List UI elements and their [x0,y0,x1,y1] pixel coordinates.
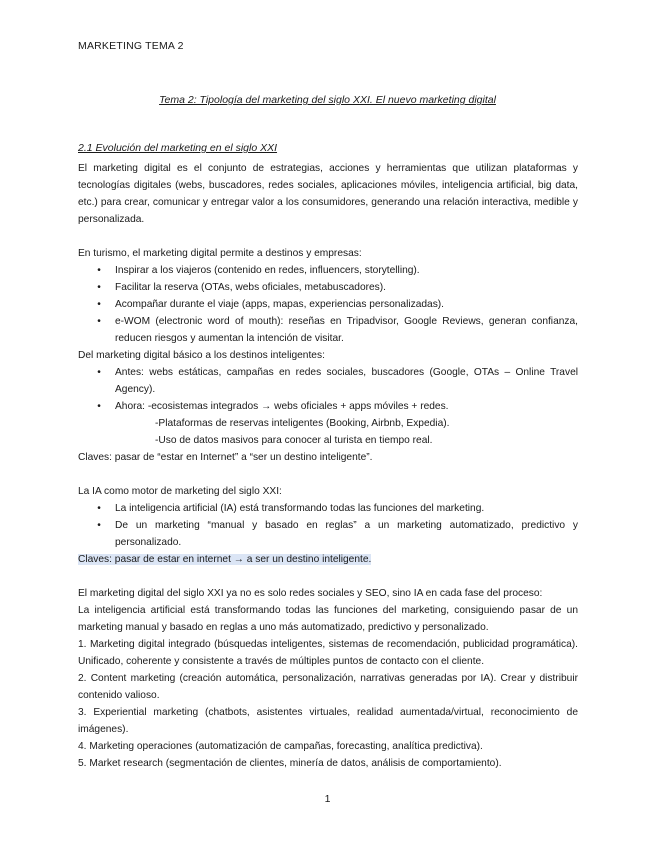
ia-list [78,500,578,551]
list-item: • De un marketing “manual y basado en reglas” a un marketing automatizado, predictivo y personalizado. [78,517,578,551]
bullet-icon: • [97,299,101,310]
numbered-item: 3. Experiential marketing (chatbots, asistentes virtuales, realidad aumentada/virtual, reconocimiento de imágenes). [78,707,578,735]
numbered-item: 5. Market research (segmentación de clientes, minería de datos, análisis de comportamiento). [78,758,502,769]
text-selection-highlight[interactable]: Claves: pasar de estar en internet → a ser un destino inteligente. [78,554,372,565]
document-body [78,160,578,772]
list-item: • Facilitar la reserva (OTAs, webs oficiales, metabuscadores). [78,279,578,296]
list-item: • Ahora: -ecosistemas integrados → webs oficiales + apps móviles + redes. [78,398,578,415]
numbered-item: 4. Marketing operaciones (automatización de campañas, forecasting, analítica predictiva). [78,741,483,752]
bullet-icon: • [97,282,101,293]
claves-line-highlighted[interactable] [78,551,578,568]
list-item: • Acompañar durante el viaje (apps, mapas, experiencias personalizadas). [78,296,578,313]
ia-intro: La IA como motor de marketing del siglo XXI: [78,486,282,497]
tourism-list [78,262,578,347]
siglo-paragraph-1: El marketing digital del siglo XXI ya no es solo redes sociales y SEO, sino IA en cada fase del proceso: [78,588,543,599]
bullet-icon: • [97,520,101,531]
section-heading: 2.1 Evolución del marketing en el siglo XXI [78,142,278,154]
smart-sub-item: -Uso de datos masivos para conocer al turista en tiempo real. [155,435,433,446]
smart-intro: Del marketing digital básico a los destinos inteligentes: [78,350,325,361]
bullet-icon: • [97,265,101,276]
siglo-paragraph-2: La inteligencia artificial está transformando todas las funciones del marketing, consiguiendo pasar de un marketing manual y basado en reglas a uno más automatizado, predictivo y personalizado. [78,605,578,633]
list-item: • La inteligencia artificial (IA) está transformando todas las funciones del marketing. [78,500,578,517]
intro-paragraph: El marketing digital es el conjunto de estrategias, acciones y herramientas que utilizan plataformas y tecnologías digitales (webs, buscadores, redes sociales, aplicaciones móviles, inteligencia artificial, big data, etc.) para crear, comunicar y entregar valor a los consumidores, generando una relación interactiva, medible y personalizada. [78,163,578,225]
smart-sub-item: -Plataformas de reservas inteligentes (Booking, Airbnb, Expedia). [155,418,450,429]
list-item: • e-WOM (electronic word of mouth): reseñas en Tripadvisor, Google Reviews, generan confianza, reducen riesgos y aumentan la intención de visitar. [78,313,578,347]
numbered-item: 1. Marketing digital integrado (búsquedas inteligentes, sistemas de recomendación, publicidad programática). Unificado, coherente y consistente a través de múltiples puntos de contacto con el cliente. [78,639,578,667]
bullet-icon: • [97,316,101,327]
tourism-intro: En turismo, el marketing digital permite a destinos y empresas: [78,248,362,259]
bullet-icon: • [97,503,101,514]
numbered-item: 2. Content marketing (creación automática, personalización, narrativas generadas por IA). Crear y distribuir contenido valioso. [78,673,578,701]
document-title: Tema 2: Tipología del marketing del siglo XXI. El nuevo marketing digital [159,94,496,106]
list-item: • Inspirar a los viajeros (contenido en redes, influencers, storytelling). [78,262,578,279]
list-item: • Antes: webs estáticas, campañas en redes sociales, buscadores (Google, OTAs – Online Travel Agency). [78,364,578,398]
bullet-icon: • [97,401,101,412]
claves-line: Claves: pasar de “estar en Internet” a “ser un destino inteligente”. [78,452,373,463]
smart-list [78,364,578,415]
bullet-icon: • [97,367,101,378]
page-number: 1 [324,793,331,805]
running-header: MARKETING TEMA 2 [78,40,184,52]
